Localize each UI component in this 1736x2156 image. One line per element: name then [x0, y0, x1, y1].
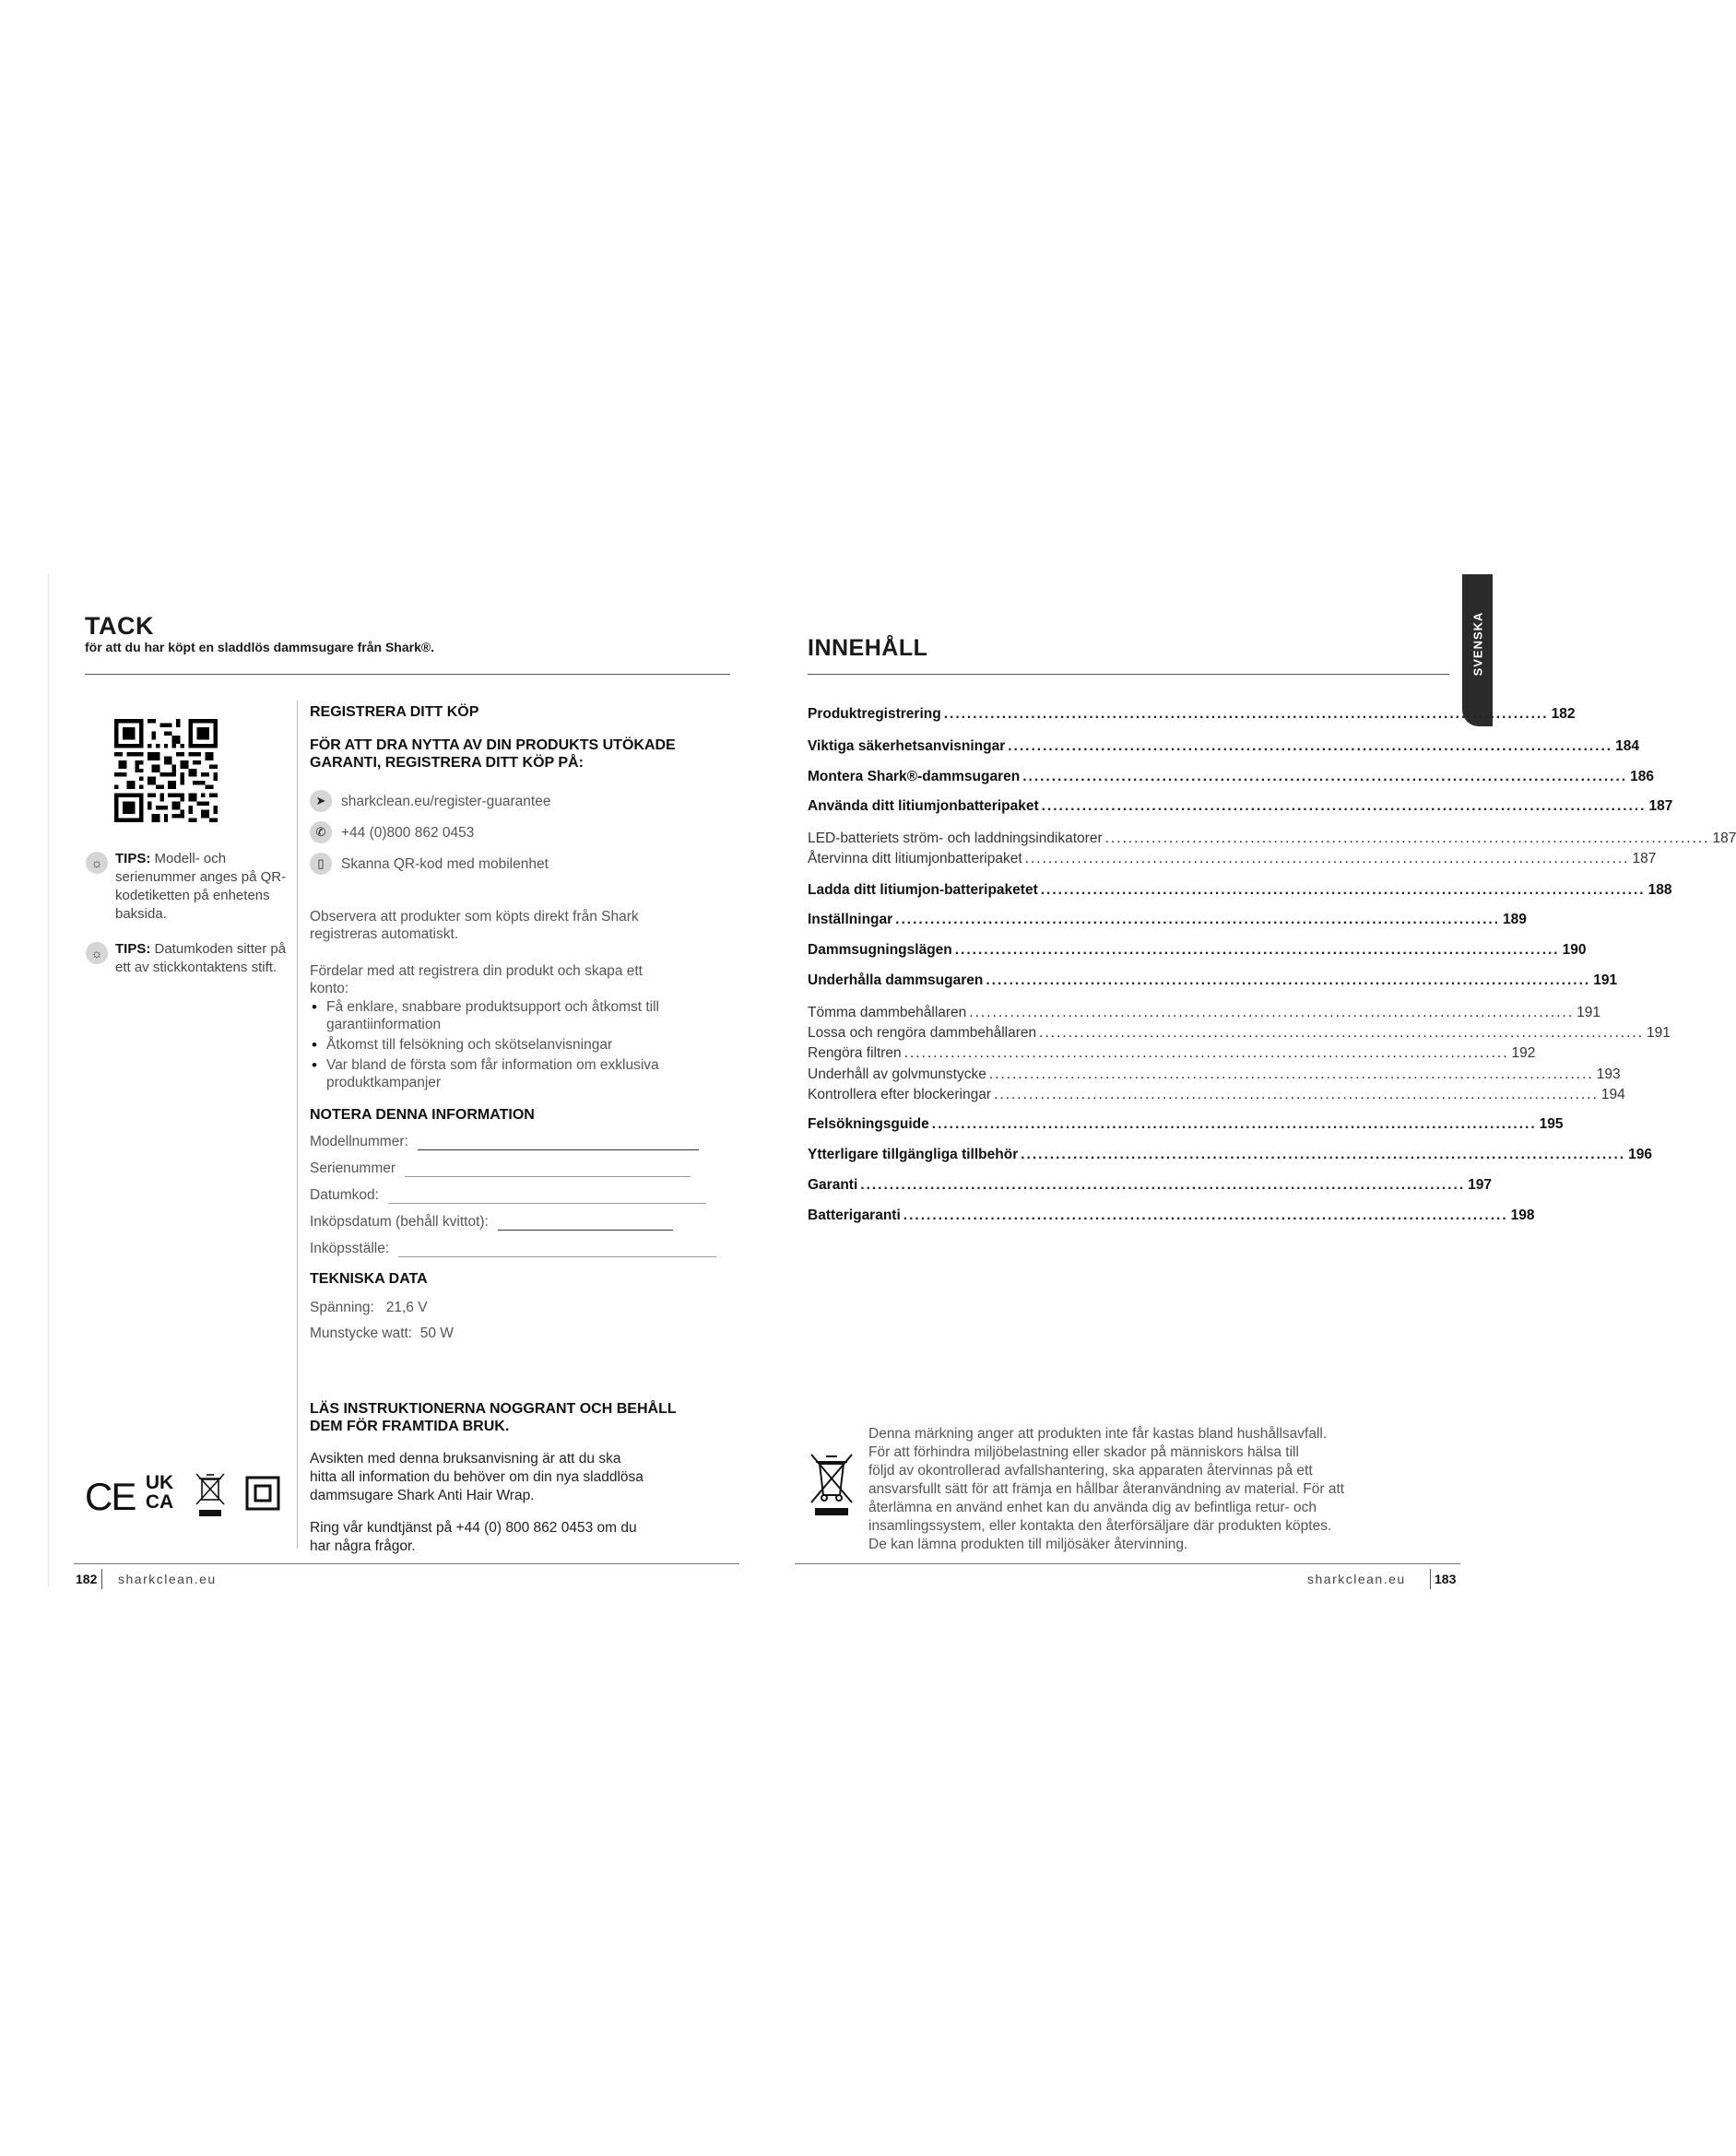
tip-model-serial: [115, 850, 295, 924]
field-label: Serienummer: [310, 1160, 396, 1176]
toc-item[interactable]: Produktregistrering ........................................................................................................ 182: [808, 706, 1576, 722]
field-line[interactable]: [418, 1137, 699, 1150]
ukca-mark-top: UK: [145, 1472, 174, 1493]
double-insulation-icon: [245, 1476, 280, 1511]
field-line[interactable]: [498, 1217, 673, 1231]
tip-text: Datumkoden sitter på ett av stickkontaktens stift.: [115, 941, 287, 975]
field-model-number[interactable]: [310, 1134, 699, 1150]
toc-title: INNEHÅLL: [808, 635, 928, 661]
field-label: Inköpsställe:: [310, 1241, 390, 1256]
note-info-heading: NOTERA DENNA INFORMATION: [310, 1107, 535, 1123]
contact-qr-text: Skanna QR-kod med mobilenhet: [341, 855, 549, 872]
list-item: • Var bland de första som får information om exklusiva produktkampanjer: [310, 1056, 734, 1091]
contact-phone-text: +44 (0)800 862 0453: [341, 824, 475, 841]
benefits-list: [310, 998, 734, 1094]
weee-line: De kan lämna produkten till miljösäker återvinning.: [868, 1537, 1188, 1552]
toc-item[interactable]: Batterigaranti ........................................................................................................ 198: [808, 1208, 1535, 1223]
toc-divider: [808, 674, 1449, 675]
field-serial-number[interactable]: [310, 1160, 691, 1177]
field-date-code[interactable]: [310, 1187, 706, 1204]
toc-subitem[interactable]: Underhåll av golvmunstycke ........................................................................................................ 193: [808, 1066, 1621, 1082]
toc-subitem[interactable]: Rengöra filtren ........................................................................................................ 192: [808, 1045, 1536, 1061]
weee-line: Denna märkning anger att produkten inte får kastas bland hushållsavfall.: [868, 1426, 1328, 1442]
customer-service-text: har några frågor.: [310, 1538, 416, 1554]
footer-divider: [795, 1563, 1460, 1564]
field-line[interactable]: [398, 1243, 716, 1257]
ce-mark: CE: [85, 1475, 136, 1518]
field-purchase-date[interactable]: [310, 1214, 673, 1231]
toc-item[interactable]: Ladda ditt litiumjon-batteripaketet ........................................................................................................ 188: [808, 882, 1672, 898]
page-title: TACK: [85, 612, 154, 640]
read-instructions-heading: LÄS INSTRUKTIONERNA NOGGRANT OCH BEHÅLL: [310, 1401, 677, 1417]
toc-item[interactable]: Underhålla dammsugaren ........................................................................................................ 191: [808, 972, 1618, 988]
weee-line: följd av okontrollerad avfallshantering, ska apparaten återvinnas på ett: [868, 1463, 1313, 1479]
page-number: 182: [76, 1572, 98, 1586]
tech-voltage: Spänning: 21,6 V: [310, 1300, 428, 1315]
list-item: • Åtkomst till felsökning och skötselanvisningar: [310, 1036, 734, 1054]
benefits-intro: konto:: [310, 981, 349, 996]
tip-label: TIPS:: [115, 941, 151, 957]
toc-item[interactable]: Inställningar ........................................................................................................ 189: [808, 912, 1527, 927]
list-item: • Få enklare, snabbare produktsupport och åtkomst till garantiinformation: [310, 998, 734, 1033]
phone-icon: ✆: [310, 821, 332, 843]
read-instructions-text: Avsikten med denna bruksanvisning är att du ska: [310, 1451, 621, 1467]
tip-text: Modell- och serienummer anges på QR-kodetiketten på enhetens baksida.: [115, 851, 287, 922]
register-subheading: FÖR ATT DRA NYTTA AV DIN PRODUKTS UTÖKADE: [310, 737, 676, 753]
ukca-mark: [140, 1473, 179, 1512]
page-number-divider: [1430, 1569, 1431, 1589]
read-instructions-text: hitta all information du behöver om din nya sladdlösa: [310, 1469, 644, 1485]
field-label: Modellnummer:: [310, 1134, 408, 1149]
toc-subitem[interactable]: Återvinna ditt litiumjonbatteripaket ........................................................................................................ 187: [808, 851, 1657, 866]
contact-phone[interactable]: [310, 820, 474, 844]
weee-line: insamlingssystem, eller kontakta den återförsäljare där produkten köptes.: [868, 1518, 1332, 1534]
customer-service-text: Ring vår kundtjänst på +44 (0) 800 862 0453 om du: [310, 1520, 637, 1536]
field-label: Inköpsdatum (behåll kvittot):: [310, 1214, 489, 1230]
weee-bin-icon: [808, 1451, 856, 1517]
weee-line: återlämna en använd enhet kan du använda dig av befintliga retur- och: [868, 1500, 1317, 1515]
language-tab: [1462, 574, 1493, 726]
toc-subitem[interactable]: Kontrollera efter blockeringar ........................................................................................................ 194: [808, 1087, 1625, 1102]
toc-item[interactable]: Ytterligare tillgängliga tillbehör ........................................................................................................ 196: [808, 1147, 1652, 1162]
contact-website[interactable]: [310, 789, 550, 813]
toc-item[interactable]: Garanti ........................................................................................................ 197: [808, 1177, 1493, 1193]
toc-subitem[interactable]: Tömma dammbehållaren ........................................................................................................ 191: [808, 1005, 1601, 1020]
footer-divider: [74, 1563, 739, 1564]
page-subtitle: för att du har köpt en sladdlös dammsugare från Shark®.: [85, 640, 435, 654]
left-page-edge: [48, 573, 49, 1587]
toc-subitem[interactable]: Lossa och rengöra dammbehållaren ........................................................................................................ 191: [808, 1025, 1671, 1041]
mouse-click-icon: ➤: [310, 790, 332, 812]
weee-line: För att förhindra miljöbelastning eller skador på människors hälsa till: [868, 1444, 1299, 1460]
toc-item[interactable]: Viktiga säkerhetsanvisningar ........................................................................................................ 184: [808, 738, 1639, 754]
toc-item[interactable]: Felsökningsguide ........................................................................................................ 195: [808, 1116, 1564, 1132]
weee-line: ansvarsfullt sätt för att främja en hållbar återanvändning av material. För att: [868, 1481, 1345, 1497]
language-tab-label: SVENSKA: [1470, 611, 1485, 676]
tech-nozzle-watt: Munstycke watt: 50 W: [310, 1325, 454, 1341]
tech-data-heading: TEKNISKA DATA: [310, 1271, 428, 1287]
qr-code: [114, 719, 218, 822]
toc-item[interactable]: Montera Shark®-dammsugaren ........................................................................................................ 186: [808, 769, 1654, 784]
weee-bin-icon: [194, 1471, 227, 1519]
register-heading: REGISTRERA DITT KÖP: [310, 704, 479, 720]
ukca-mark-bottom: CA: [145, 1491, 174, 1513]
field-label: Datumkod:: [310, 1187, 379, 1203]
lightbulb-icon: ☼: [86, 852, 108, 874]
footer-website[interactable]: sharkclean.eu: [1307, 1572, 1406, 1586]
lightbulb-icon: ☼: [86, 942, 108, 964]
footer-website[interactable]: sharkclean.eu: [118, 1572, 217, 1586]
toc-item[interactable]: Använda ditt litiumjonbatteripaket ........................................................................................................ 187: [808, 798, 1673, 814]
toc-item[interactable]: Dammsugningslägen ........................................................................................................ 190: [808, 942, 1587, 958]
column-divider: [297, 701, 298, 1549]
weee-notice: [868, 1425, 1458, 1554]
page-number: 183: [1435, 1572, 1457, 1586]
register-subheading: GARANTI, REGISTRERA DITT KÖP PÅ:: [310, 755, 584, 771]
contact-website-text: sharkclean.eu/register-guarantee: [341, 793, 551, 809]
page-number-divider: [101, 1569, 102, 1589]
read-instructions-text: dammsugare Shark Anti Hair Wrap.: [310, 1488, 535, 1503]
tip-label: TIPS:: [115, 851, 151, 866]
read-instructions-heading: DEM FÖR FRAMTIDA BRUK.: [310, 1419, 510, 1434]
contact-qr[interactable]: [310, 852, 549, 876]
field-line[interactable]: [405, 1163, 691, 1177]
tip-date-code: [115, 940, 295, 977]
registration-note: registreras automatiskt.: [310, 926, 459, 942]
field-purchase-place[interactable]: [310, 1241, 716, 1257]
mobile-icon: ▯: [310, 853, 332, 875]
field-line[interactable]: [388, 1190, 706, 1204]
toc-subitem[interactable]: LED-batteriets ström- och laddningsindikatorer ........................................................................................................ 187: [808, 831, 1736, 846]
registration-note: Observera att produkter som köpts direkt från Shark: [310, 909, 639, 925]
benefits-intro: Fördelar med att registrera din produkt och skapa ett: [310, 963, 643, 979]
title-divider: [85, 674, 730, 675]
